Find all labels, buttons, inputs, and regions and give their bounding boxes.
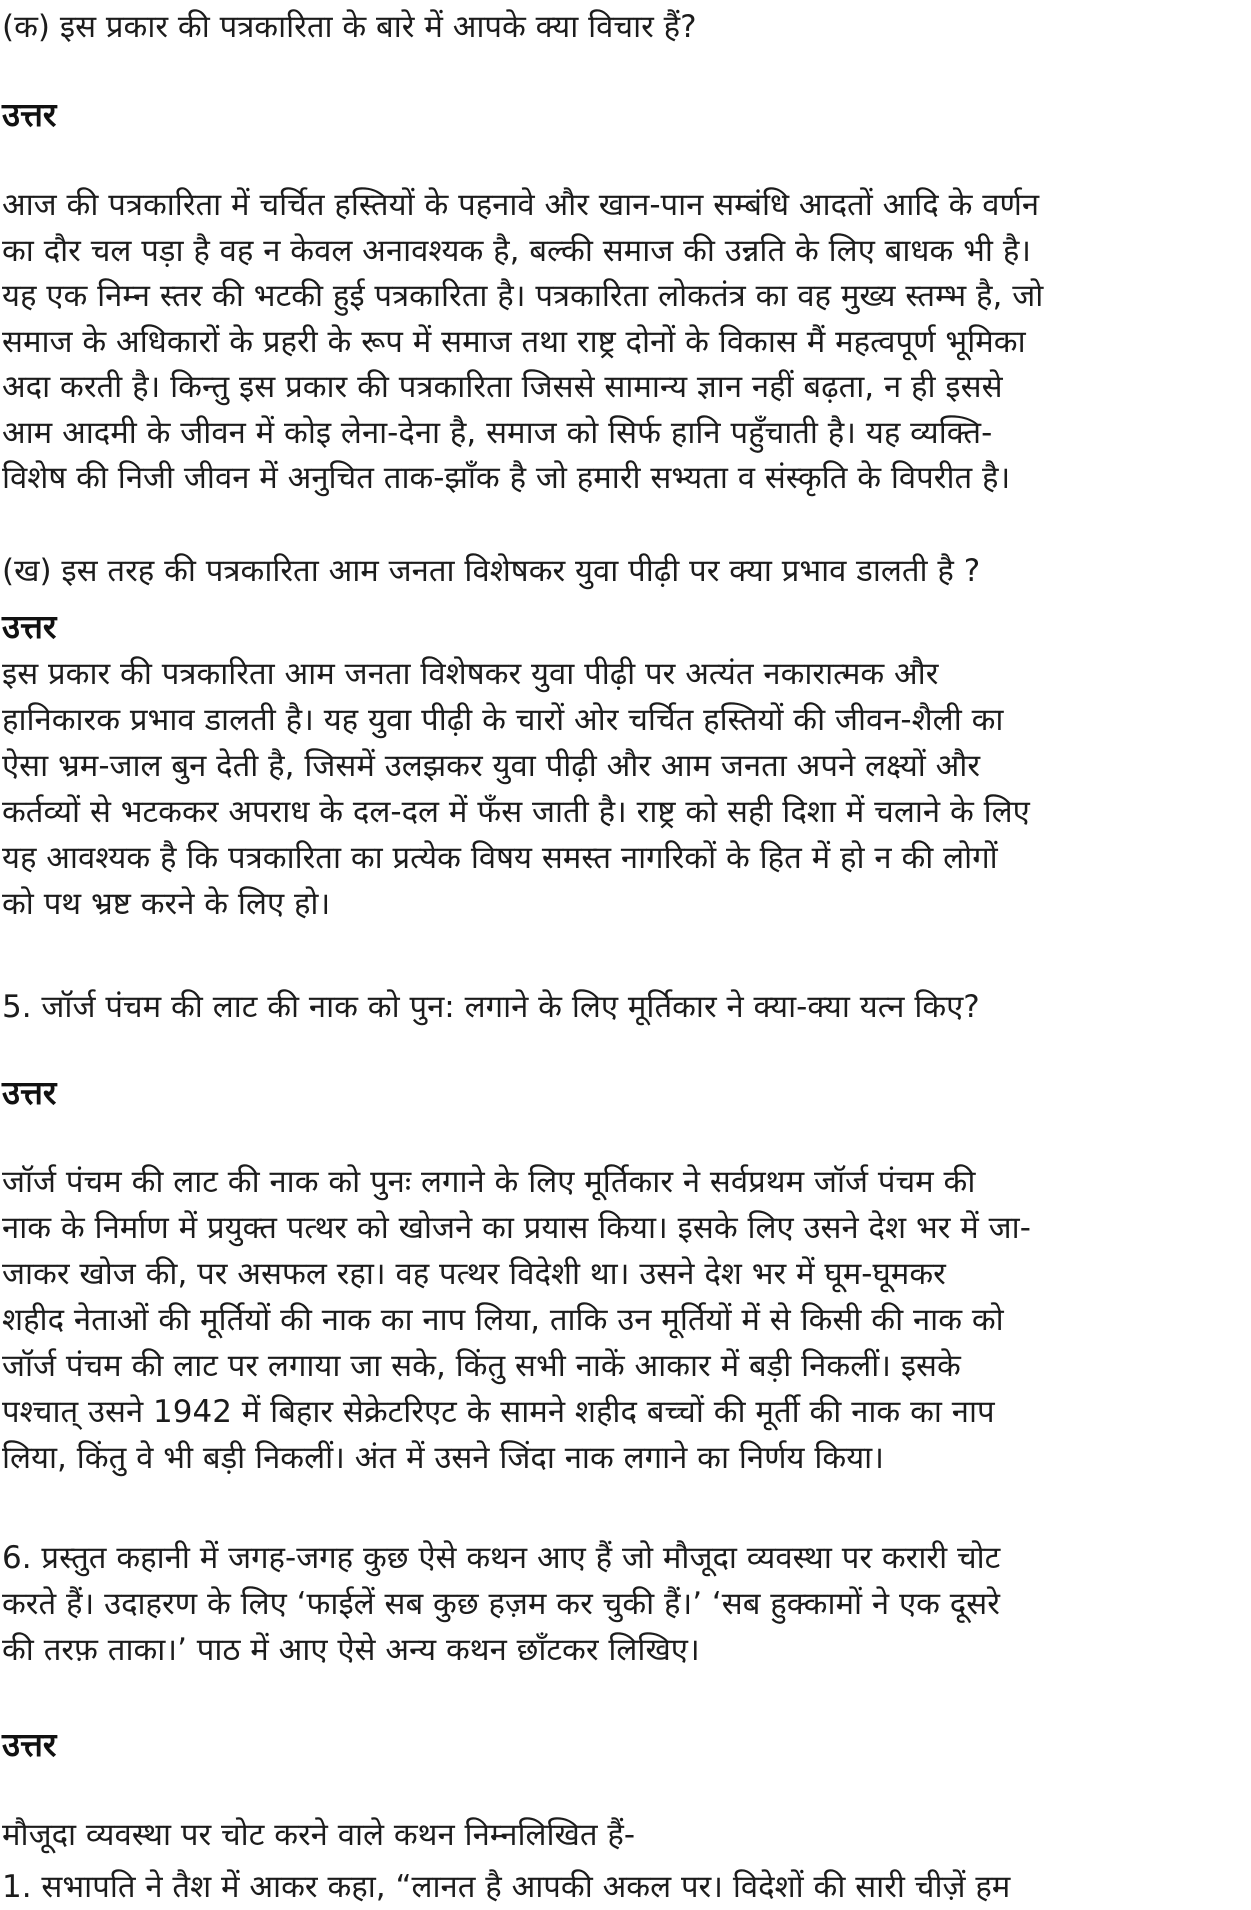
answer-text-line: का दौर चल पड़ा है वह न केवल अनावश्यक है, बल्की समाज की उन्नति के लिए बाधक भी है।	[2, 233, 1032, 269]
answer-heading: उत्तर	[2, 95, 57, 134]
answer-text-line: आम आदमी के जीवन में कोइ लेना-देना है, समाज को सिर्फ हानि पहुँचाती है। यह व्यक्ति-	[2, 415, 993, 451]
answer-text-line: समाज के अधिकारों के प्रहरी के रूप में समाज तथा राष्ट्र दोनों के विकास मैं महत्वपूर्ण भूमिका	[2, 324, 1026, 360]
question-text-line: करते हैं। उदाहरण के लिए ‘फाईलें सब कुछ हज़म कर चुकी हैं।’ ‘सब हुक्कामों ने एक दूसरे	[2, 1586, 1000, 1622]
answer-text-line: ऐसा भ्रम-जाल बुन देती है, जिसमें उलझकर युवा पीढ़ी और आम जनता अपने लक्ष्यों और	[2, 748, 981, 784]
answer-text-line: शहीद नेताओं की मूर्तियों की नाक का नाप लिया, ताकि उन मूर्तियों में से किसी की नाक को	[2, 1302, 1004, 1338]
answer-text-line: 1. सभापति ने तैश में आकर कहा, “लानत है आपकी अकल पर। विदेशों की सारी चीज़ें हम	[2, 1869, 1011, 1905]
answer-heading: उत्तर	[2, 1073, 57, 1112]
answer-text-line: मौजूदा व्यवस्था पर चोट करने वाले कथन निम्नलिखित हैं-	[2, 1817, 636, 1853]
answer-text-line: लिया, किंतु वे भी बड़ी निकलीं। अंत में उसने जिंदा नाक लगाने का निर्णय किया।	[2, 1440, 884, 1476]
question-text-line: 5. जॉर्ज पंचम की लाट की नाक को पुन: लगाने के लिए मूर्तिकार ने क्या-क्या यत्न किए?	[2, 989, 980, 1025]
answer-heading: उत्तर	[2, 607, 57, 646]
answer-text-line: नाक के निर्माण में प्रयुक्त पत्थर को खोजने का प्रयास किया। इसके लिए उसने देश भर में जा-	[2, 1210, 1031, 1246]
answer-text-line: विशेष की निजी जीवन में अनुचित ताक-झाँक है जो हमारी सभ्यता व संस्कृति के विपरीत है।	[2, 460, 1011, 496]
question-text-line: की तरफ़ ताका।’ पाठ में आए ऐसे अन्य कथन छाँटकर लिखिए।	[2, 1632, 700, 1668]
answer-text-line: जॉर्ज पंचम की लाट की नाक को पुनः लगाने के लिए मूर्तिकार ने सर्वप्रथम जॉर्ज पंचम की	[2, 1164, 976, 1200]
question-text-line: 6. प्रस्तुत कहानी में जगह-जगह कुछ ऐसे कथन आए हैं जो मौजूदा व्यवस्था पर करारी चोट	[2, 1540, 1001, 1576]
answer-text-line: हानिकारक प्रभाव डालती है। यह युवा पीढ़ी के चारों ओर चर्चित हस्तियों की जीवन-शैली का	[2, 702, 1004, 738]
answer-text-line: यह आवश्यक है कि पत्रकारिता का प्रत्येक विषय समस्त नागरिकों के हित में हो न की लोगों	[2, 840, 998, 876]
question-text-line: (ख) इस तरह की पत्रकारिता आम जनता विशेषकर युवा पीढ़ी पर क्या प्रभाव डालती है ?	[2, 553, 981, 589]
answer-heading: उत्तर	[2, 1725, 57, 1764]
answer-text-line: कर्तव्यों से भटककर अपराध के दल-दल में फँस जाती है। राष्ट्र को सही दिशा में चलाने के लिए	[2, 794, 1030, 830]
answer-text-line: पश्चात् उसने 1942 में बिहार सेक्रेटरिएट के सामने शहीद बच्चों की मूर्ती की नाक का नाप	[2, 1394, 995, 1430]
answer-text-line: यह एक निम्न स्तर की भटकी हुई पत्रकारिता है। पत्रकारिता लोकतंत्र का वह मुख्य स्तम्भ है, जो	[2, 278, 1044, 314]
answer-text-line: अदा करती है। किन्तु इस प्रकार की पत्रकारिता जिससे सामान्य ज्ञान नहीं बढ़ता, न ही इससे	[2, 369, 1003, 405]
question-text-line: (क) इस प्रकार की पत्रकारिता के बारे में आपके क्या विचार हैं?	[2, 9, 697, 45]
answer-text-line: जाकर खोज की, पर असफल रहा। वह पत्थर विदेशी था। उसने देश भर में घूम-घूमकर	[2, 1256, 946, 1292]
answer-text-line: इस प्रकार की पत्रकारिता आम जनता विशेषकर युवा पीढ़ी पर अत्यंत नकारात्मक और	[2, 656, 939, 692]
answer-text-line: आज की पत्रकारिता में चर्चित हस्तियों के पहनावे और खान-पान सम्बंधि आदतों आदि के वर्णन	[2, 187, 1040, 223]
answer-text-line: जॉर्ज पंचम की लाट पर लगाया जा सके, किंतु सभी नाकें आकार में बड़ी निकलीं। इसके	[2, 1348, 961, 1384]
answer-text-line: को पथ भ्रष्ट करने के लिए हो।	[2, 886, 331, 922]
